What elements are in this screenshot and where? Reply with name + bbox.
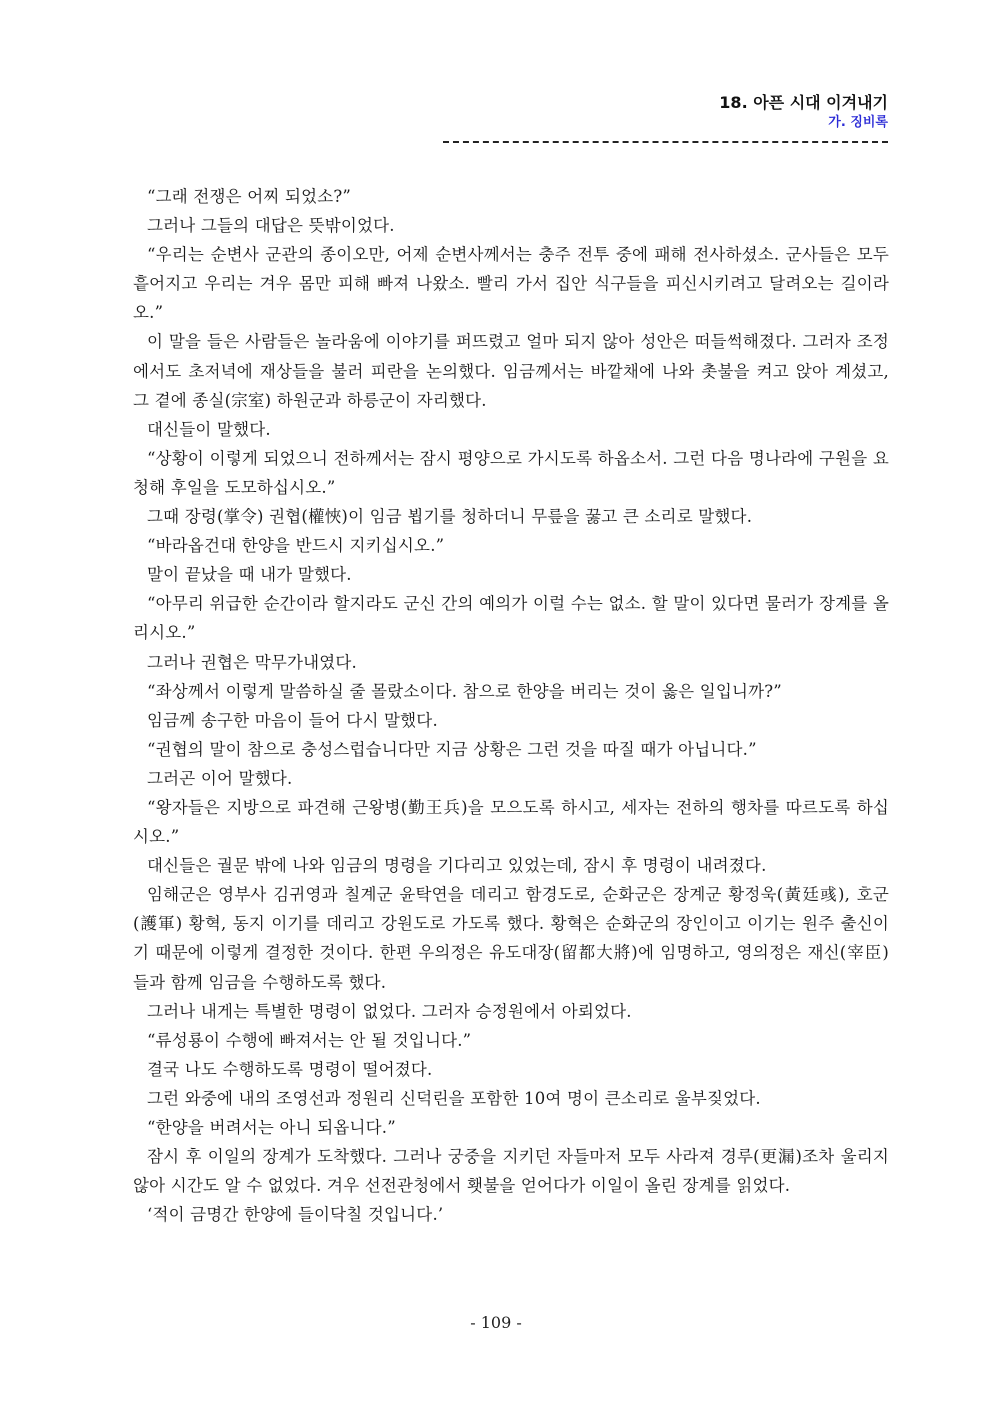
header-divider: [443, 141, 888, 143]
paragraph: “그래 전쟁은 어찌 되었소?”: [147, 187, 352, 206]
page-number: - 109 -: [470, 1313, 522, 1332]
paragraph: 대신들은 궐문 밖에 나와 임금의 명령을 기다리고 있었는데, 잠시 후 명령이 내려졌다.: [147, 856, 767, 876]
paragraph: 잠시 후 이일의 장계가 도착했다. 그러나 궁중을 지키던 자들마저 모두 사라져 경루(更漏)조차 울리지 않아 시간도 알 수 없었다. 겨우 선전관청에서 횃불을 얻어다가 이일이 올린 장계를 읽었다.: [133, 1147, 889, 1196]
paragraph: 그러나 내게는 특별한 명령이 없었다. 그러자 승정원에서 아뢰었다.: [147, 1001, 632, 1021]
body-text: [133, 182, 889, 1229]
paragraph: 임해군은 영부사 김귀영과 칠계군 윤탁연을 데리고 함경도로, 순화군은 장계군 황정욱(黃廷彧), 호군(護軍) 황혁, 동지 이기를 데리고 강원도로 가도록 했다. 황혁은 순화군의 장인이고 이기는 원주 출신이기 때문에 이렇게 결정한 것이다. 한편 우의정은 유도대장(留都大將)에 임명하고, 영의정은 재신(宰臣)들과 함께 임금을 수행하도록 했다.: [133, 885, 889, 992]
paragraph: 그때 장령(掌令) 권협(權悏)이 임금 뵙기를 청하더니 무릎을 꿇고 큰 소리로 말했다.: [147, 507, 753, 527]
paragraph: “한양을 버려서는 아니 되옵니다.”: [147, 1118, 396, 1137]
paragraph: 그러곤 이어 말했다.: [147, 768, 293, 788]
section-title: 가. 징비록: [828, 115, 888, 130]
paragraph: “바라옵건대 한양을 반드시 지키십시오.”: [147, 536, 445, 556]
paragraph: 대신들이 말했다.: [147, 419, 271, 439]
paragraph: 그런 와중에 내의 조영선과 정원리 신덕린을 포함한 10여 명이 큰소리로 울부짖었다.: [147, 1088, 761, 1108]
paragraph: 그러나 권협은 막무가내였다.: [147, 652, 358, 672]
paragraph: “류성룡이 수행에 빠져서는 안 될 것입니다.”: [147, 1030, 472, 1050]
paragraph: 임금께 송구한 마음이 들어 다시 말했다.: [147, 710, 438, 730]
paragraph: ‘적이 금명간 한양에 들이닥칠 것입니다.’: [147, 1205, 444, 1225]
paragraph: 그러나 그들의 대답은 뜻밖이었다.: [147, 216, 395, 236]
paragraph: 말이 끝났을 때 내가 말했다.: [147, 565, 352, 585]
paragraph: “상황이 이렇게 되었으니 전하께서는 잠시 평양으로 가시도록 하옵소서. 그런 다음 명나라에 구원을 요청해 후일을 도모하십시오.”: [133, 448, 889, 497]
paragraph: “좌상께서 이렇게 말씀하실 줄 몰랐소이다. 참으로 한양을 버리는 것이 옳은 일입니까?”: [147, 681, 782, 701]
paragraph: “왕자들은 지방으로 파견해 근왕병(勤王兵)을 모으도록 하시고, 세자는 전하의 행차를 따르도록 하십시오.”: [133, 797, 889, 847]
paragraph: 결국 나도 수행하도록 명령이 떨어졌다.: [147, 1059, 433, 1079]
paragraph: 이 말을 들은 사람들은 놀라움에 이야기를 퍼뜨렸고 얼마 되지 않아 성안은 떠들썩해졌다. 그러자 조정에서도 초저녁에 재상들을 불러 피란을 논의했다. 임금께서는 바깥채에 나와 촛불을 켜고 앉아 계셨고, 그 곁에 종실(宗室) 하원군과 하릉군이 자리했다.: [133, 332, 889, 410]
paragraph: “우리는 순변사 군관의 종이오만, 어제 순변사께서는 충주 전투 중에 패해 전사하셨소. 군사들은 모두 흩어지고 우리는 겨우 몸만 피해 빠져 나왔소. 빨리 가서 집안 식구들을 피신시키려고 달려오는 길이라오.”: [133, 245, 889, 323]
chapter-title: 18. 아픈 시대 이겨내기: [719, 93, 888, 112]
paragraph: “아무리 위급한 순간이라 할지라도 군신 간의 예의가 이럴 수는 없소. 할 말이 있다면 물러가 장계를 올리시오.”: [133, 594, 889, 643]
paragraph: “권협의 말이 참으로 충성스럽습니다만 지금 상황은 그런 것을 따질 때가 아닙니다.”: [147, 739, 757, 759]
page-header: [719, 92, 888, 132]
